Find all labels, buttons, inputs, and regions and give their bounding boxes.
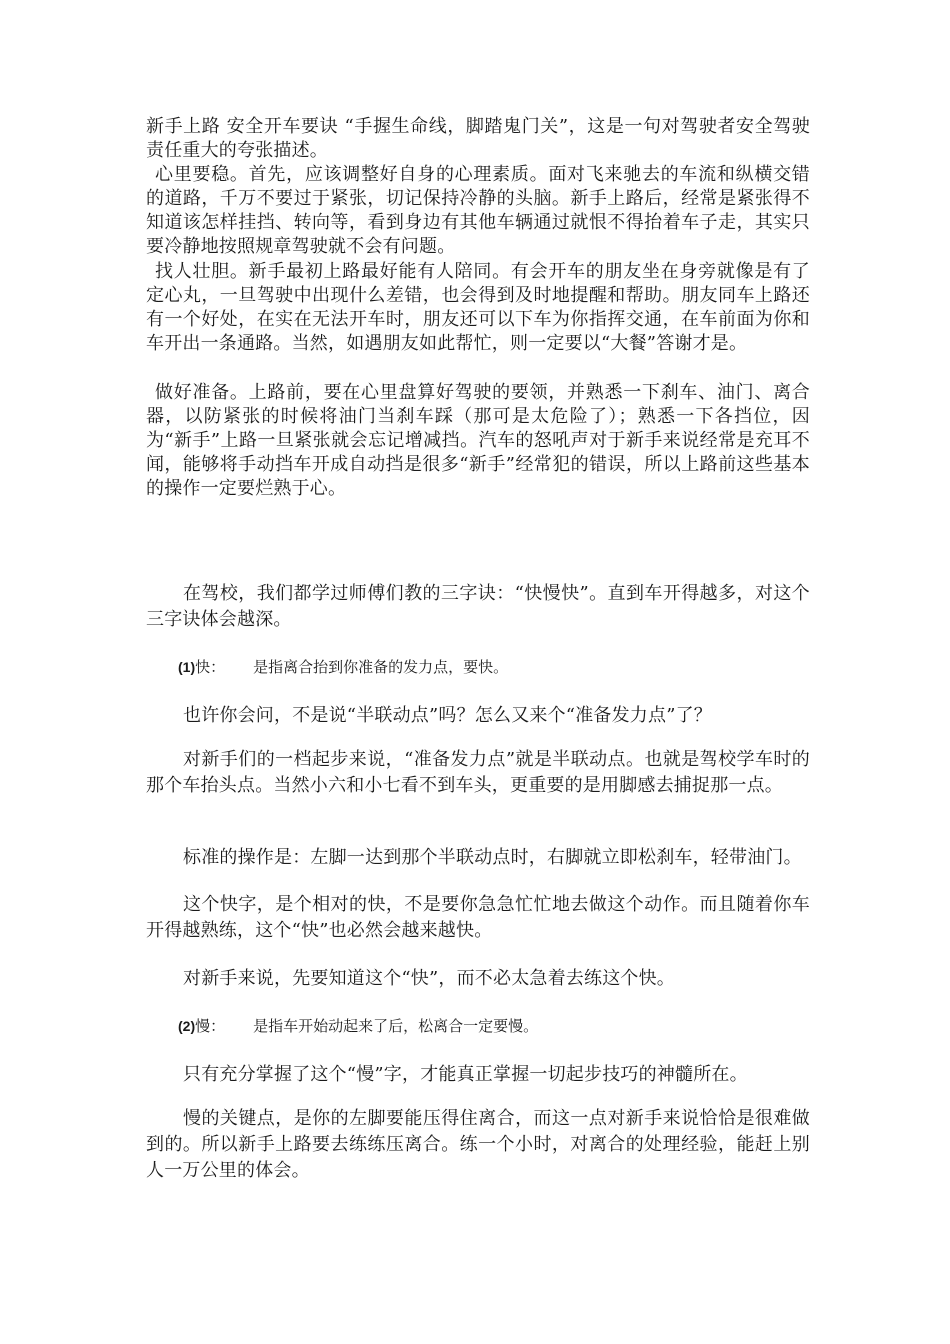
paragraph-find-companion: 找人壮胆。新手最初上路最好能有人陪同。有会开车的朋友坐在身旁就像是有了定心丸，一旦驾驶中出现什么差错，也会得到及时地提醒和帮助。朋友同车上路还有一个好处，在实在无法开车时，朋友还可以下车为你指挥交通，在车前面为你和车开出一条通路。当然，如遇朋友如此帮忙，则一定要以“大餐”答谢才是。 — [146, 261, 810, 354]
paragraph-question: 也许你会问，不是说“半联动点”吗？怎么又来个“准备发力点”了？ — [183, 705, 713, 726]
three-word-intro-paragraph: 在驾校，我们都学过师傅们教的三字诀：“快慢快”。直到车开得越多，对这个三字诀体会越深。 — [146, 583, 810, 630]
intro-paragraph: 新手上路 安全开车要诀 “手握生命线，脚踏鬼门关”，这是一句对驾驶者安全驾驶责任重大的夸张描述。 — [146, 116, 810, 161]
item-keyword: 慢： — [195, 1017, 226, 1035]
item-number: (2) — [178, 1018, 196, 1034]
paragraph-prepare: 做好准备。上路前，要在心里盘算好驾驶的要领，并熟悉一下刹车、油门、离合器，以防紧张的时候将油门当刹车踩（那可是太危险了）；熟悉一下各挡位，因为“新手”上路一旦紧张就会忘记增减挡。汽车的怒吼声对于新手来说经常是充耳不闻，能够将手动挡车开成自动挡是很多“新手”经常犯的错误，所以上路前这些基本的操作一定要烂熟于心。 — [146, 382, 810, 499]
paragraph-relative-fast: 这个快字，是个相对的快，不是要你急急忙忙地去做这个动作。而且随着你车开得越熟练，这个“快”也必然会越来越快。 — [146, 894, 810, 941]
paragraph-clutch-key: 慢的关键点，是你的左脚要能压得住离合，而这一点对新手来说恰恰是很难做到的。所以新手上路要去练练压离合。练一个小时，对离合的处理经验，能赶上别人一万公里的体会。 — [146, 1108, 810, 1181]
item-description: 是指车开始动起来了后，松离合一定要慢。 — [253, 1017, 539, 1035]
item-keyword: 快： — [195, 658, 226, 676]
paragraph-stay-calm: 心里要稳。首先，应该调整好自身的心理素质。面对飞来驰去的车流和纵横交错的道路，千万不要过于紧张，切记保持冷静的头脑。新手上路后，经常是紧张得不知道该怎样挂挡、转向等，看到身边有其他车辆通过就恨不得抬着车子走，其实只要冷静地按照规章驾驶就不会有问题。 — [146, 164, 810, 257]
item-description: 是指离合抬到你准备的发力点，要快。 — [253, 658, 509, 676]
list-item-fast — [146, 657, 810, 677]
paragraph-master-slow: 只有充分掌握了这个“慢”字，才能真正掌握一切起步技巧的神髓所在。 — [183, 1064, 748, 1085]
item-number: (1) — [178, 659, 196, 675]
list-item-slow — [146, 1016, 810, 1036]
paragraph-half-linkage: 对新手们的一档起步来说，“准备发力点”就是半联动点。也就是驾校学车时的那个车抬头点。当然小六和小七看不到车头，更重要的是用脚感去捕捉那一点。 — [146, 749, 810, 796]
paragraph-know-fast: 对新手来说，先要知道这个“快”，而不必太急着去练这个快。 — [183, 968, 676, 989]
paragraph-standard-operation: 标准的操作是：左脚一达到那个半联动点时，右脚就立即松刹车，轻带油门。 — [183, 847, 802, 868]
